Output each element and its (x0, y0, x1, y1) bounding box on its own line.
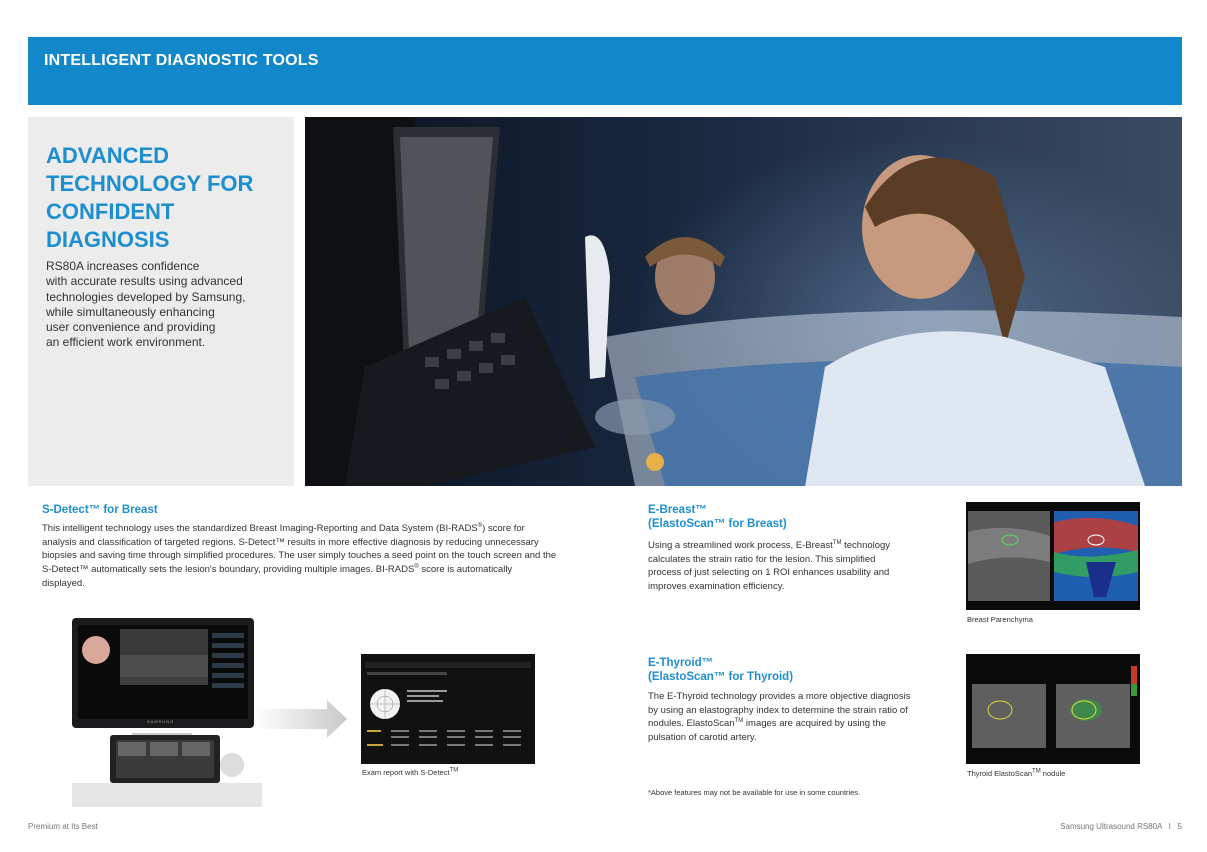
intro-body: RS80A increases confidence with accurate results using advanced technologies developed by Samsung, while simultaneously enhancing user convenience and providing an efficient work environment. (46, 259, 246, 350)
arrow-graphic (255, 700, 347, 738)
header-banner (28, 37, 1182, 105)
device-brand: SAMSUNG (147, 719, 175, 724)
footer-left: Premium at Its Best (28, 822, 98, 831)
e-thyroid-body: The E-Thyroid technology provides a more objective diagnosis by using an elastography index to determine the strain ratio of nodules. ElastoScan™ images are acquired by using the pulsation of carotid artery. (648, 691, 911, 744)
ultrasound-device-illustration (72, 615, 262, 807)
breast-parenchyma-caption: Breast Parenchyma (967, 615, 1033, 624)
e-breast-body: Using a streamlined work process, E-Breast™ technology calculates the strain ratio for the lesion. This simplified process of just selecting on 1 ROI enhances usability and improves examination efficiency. (648, 539, 891, 593)
exam-report-image (361, 654, 535, 764)
intro-panel (28, 117, 294, 486)
thyroid-elastoscan-caption: Thyroid ElastoScan™ nodule (967, 768, 1066, 778)
intro-heading: ADVANCED TECHNOLOGY FOR CONFIDENT DIAGNOSIS (46, 143, 254, 252)
e-thyroid-title: E-Thyroid™ (ElastoScan™ for Thyroid) (648, 657, 794, 683)
availability-footnote: *Above features may not be available for use in some countries. (648, 788, 861, 797)
exam-report-caption: Exam report with S-Detect™ (362, 767, 459, 777)
footer-right: Samsung Ultrasound RS80A I 5 (1060, 822, 1182, 831)
breast-parenchyma-image (966, 502, 1140, 610)
s-detect-body: This intelligent technology uses the standardized Breast Imaging-Reporting and Data System (BI-RADS®) score for analysis and classification of targeted regions. S-Detect™ results in more effective diagnosis by reducing unnecessary biopsies and saving time through simplified procedures. The user simply touches a seed point on the touch screen and the S-Detect™ automatically sets the lesion's boundary, providing multiple images. BI-RADS® score is automatically displayed. (42, 522, 557, 589)
s-detect-title: S-Detect™ for Breast (42, 504, 158, 516)
thyroid-elastoscan-image (966, 654, 1140, 764)
banner-title: INTELLIGENT DIAGNOSTIC TOOLS (44, 52, 319, 69)
e-breast-title: E-Breast™ (ElastoScan™ for Breast) (648, 504, 787, 530)
hero-photo (305, 117, 1182, 486)
